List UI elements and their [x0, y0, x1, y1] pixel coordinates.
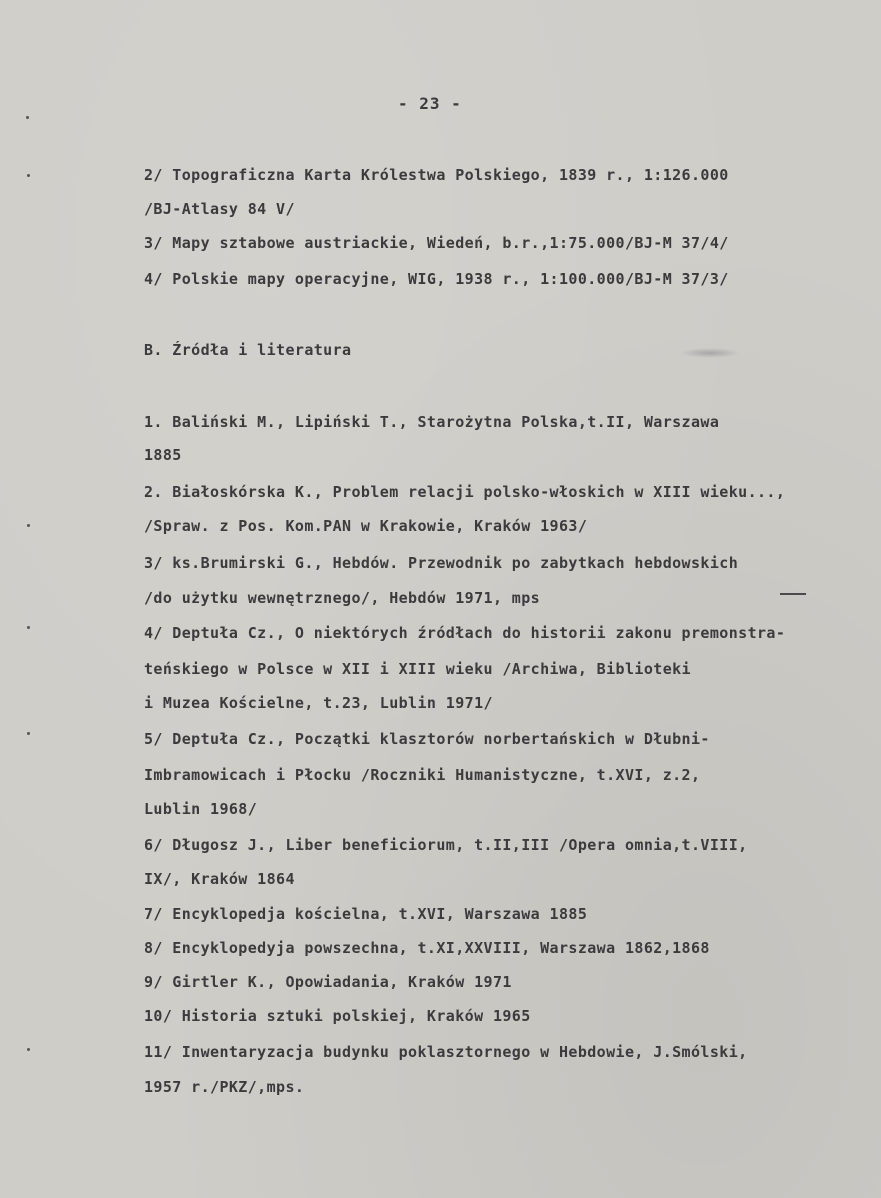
source-2-line-2: /Spraw. z Pos. Kom.PAN w Krakowie, Kraków 1963/	[144, 517, 588, 535]
source-4-line-3: i Muzea Kościelne, t.23, Lublin 1971/	[144, 694, 493, 712]
source-5-line-1: 5/ Deptuła Cz., Początki klasztorów norbertańskich w Dłubni-	[144, 730, 710, 748]
source-5-line-3: Lublin 1968/	[144, 800, 258, 818]
source-6-line-1: 6/ Długosz J., Liber beneficiorum, t.II,III /Opera omnia,t.VIII,	[144, 836, 748, 854]
source-1-line-1: 1. Baliński M., Lipiński T., Starożytna Polska,t.II, Warszawa	[144, 413, 720, 431]
source-5-line-2: Imbramowicach i Płocku /Roczniki Humanistyczne, t.XVI, z.2,	[144, 766, 701, 784]
source-4-line-1: 4/ Deptuła Cz., O niektórych źródłach do historii zakonu premonstra-	[144, 624, 786, 642]
paper-speck	[27, 524, 30, 527]
source-8: 8/ Encyklopedyja powszechna, t.XI,XXVIII, Warszawa 1862,1868	[144, 939, 710, 957]
source-4-line-2: teńskiego w Polsce w XII i XIII wieku /Archiwa, Biblioteki	[144, 660, 691, 678]
source-11-line-2: 1957 r./PKZ/,mps.	[144, 1078, 305, 1096]
source-6-line-2: IX/, Kraków 1864	[144, 870, 295, 888]
paper-speck	[26, 116, 29, 119]
paper-speck	[27, 1048, 30, 1051]
paper-speck	[27, 732, 30, 735]
map-entry-3: 3/ Mapy sztabowe austriackie, Wiedeń, b.r.,1:75.000/BJ-M 37/4/	[144, 234, 729, 252]
source-9: 9/ Girtler K., Opowiadania, Kraków 1971	[144, 973, 512, 991]
source-10: 10/ Historia sztuki polskiej, Kraków 1965	[144, 1007, 531, 1025]
map-entry-2-line-2: /BJ-Atlasy 84 V/	[144, 200, 295, 218]
paper-speck	[27, 626, 30, 629]
source-1-line-2: 1885	[144, 446, 182, 464]
source-7: 7/ Encyklopedja kościelna, t.XVI, Warszawa 1885	[144, 905, 588, 923]
source-11-line-1: 11/ Inwentaryzacja budynku poklasztornego w Hebdowie, J.Smólski,	[144, 1043, 748, 1061]
source-2-line-1: 2. Białoskórska K., Problem relacji polsko-włoskich w XIII wieku...,	[144, 483, 786, 501]
source-3-line-2: /do użytku wewnętrznego/, Hebdów 1971, mps	[144, 589, 541, 607]
source-3-line-1: 3/ ks.Brumirski G., Hebdów. Przewodnik po zabytkach hebdowskich	[144, 554, 739, 572]
ink-stroke	[780, 593, 806, 595]
paper-speck	[27, 174, 30, 177]
page-number: - 23 -	[398, 94, 462, 113]
section-heading: B. Źródła i literatura	[144, 341, 352, 359]
map-entry-2-line-1: 2/ Topograficzna Karta Królestwa Polskiego, 1839 r., 1:126.000	[144, 166, 729, 184]
map-entry-4: 4/ Polskie mapy operacyjne, WIG, 1938 r., 1:100.000/BJ-M 37/3/	[144, 270, 729, 288]
ink-smudge	[680, 348, 740, 358]
